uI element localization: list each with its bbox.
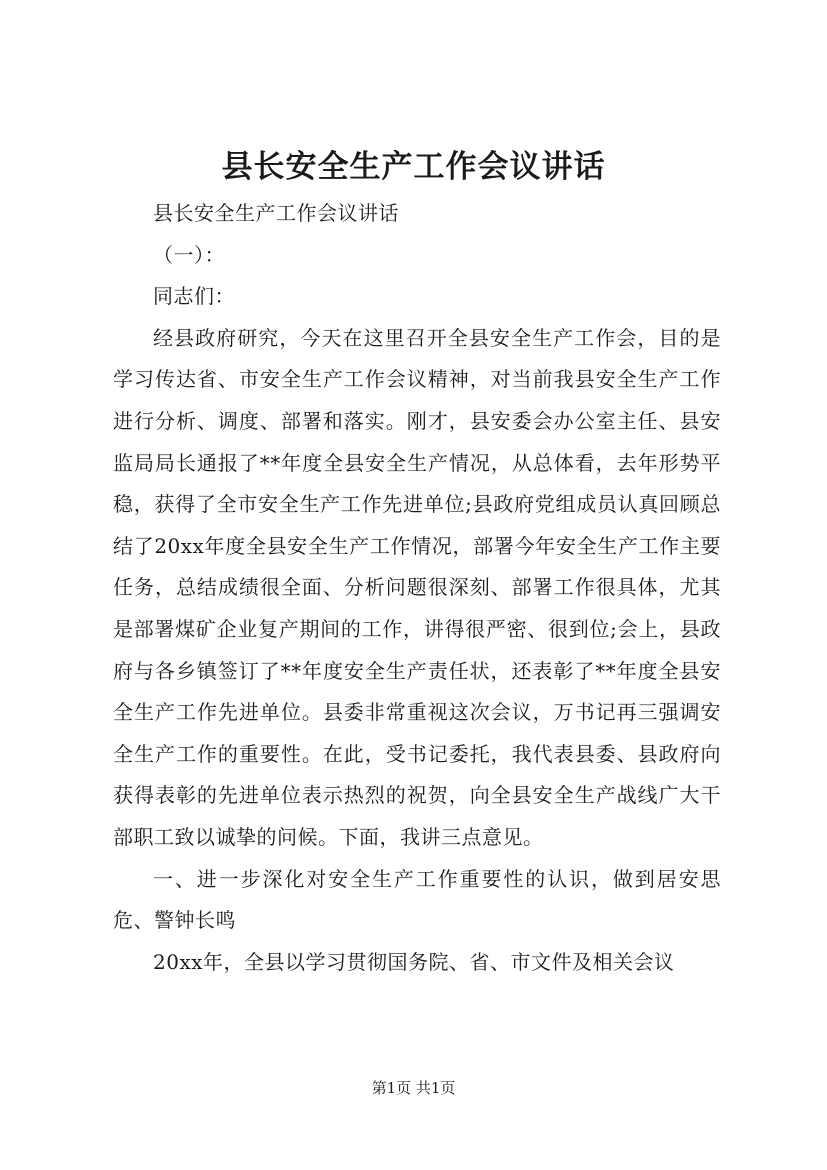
paragraph-section-marker: （一）： xyxy=(153,242,225,267)
paragraph-heading: 一、进一步深化对安全生产工作重要性的认识，做到居安思危、警钟长鸣 xyxy=(113,866,721,933)
paragraph-body: 20xx年，全县以学习贯彻国务院、省、市文件及相关会议 xyxy=(153,949,675,974)
page-footer: 第1页 共1页 xyxy=(371,1079,456,1097)
document-title: 县长安全生产工作会议讲话 xyxy=(221,149,606,185)
document-body xyxy=(113,193,721,983)
paragraph-subtitle: 县长安全生产工作会议讲话 xyxy=(153,201,399,225)
paragraph-salutation: 同志们： xyxy=(153,284,235,309)
paragraph-body: 经县政府研究，今天在这里召开全县安全生产工作会，目的是学习传达省、市安全生产工作会议精神，对当前我县安全生产工作进行分析、调度、部署和落实。刚才，县安委会办公室主任、县安监局局长通报了**年度全县安全生产情况，从总体看，去年形势平稳，获得了全市安全生产工作先进单位;县政府党组成员认真回顾总结了20xx年度全县安全生产工作情况，部署今年安全生产工作主要任务，总结成绩很全面、分析问题很深刻、部署工作很具体，尤其是部署煤矿企业复产期间的工作，讲得很严密、很到位;会上，县政府与各乡镇签订了**年度安全生产责任状，还表彰了**年度全县安全生产工作先进单位。县委非常重视这次会议，万书记再三强调安全生产工作的重要性。在此，受书记委托，我代表县委、县政府向获得表彰的先进单位表示热烈的祝贺，向全县安全生产战线广大干部职工致以诚挚的问候。下面，我讲三点意见。 xyxy=(113,325,721,849)
